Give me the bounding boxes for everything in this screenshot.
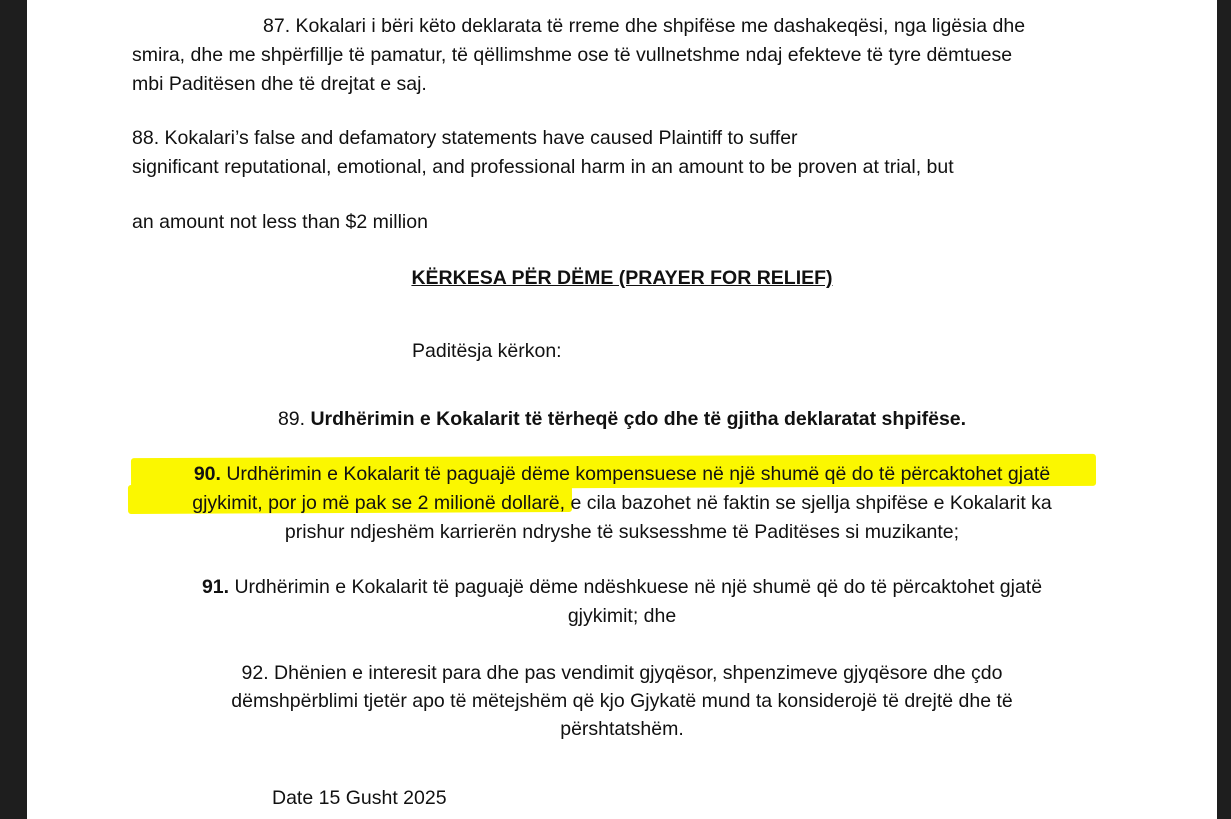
paragraph-91-line-1-text: Urdhërimin e Kokalarit të paguajë dëme ndëshkuese në një shumë që do të përcaktohet gjatë: [234, 576, 1043, 598]
paragraph-90-line-1: [27, 460, 1217, 488]
paragraph-91-line-2: gjykimit; dhe: [567, 605, 677, 627]
paragraph-88-line-1: 88. Kokalari’s false and defamatory statements have caused Plaintiff to suffer: [132, 127, 798, 149]
section-heading: KËRKESA PËR DËME (PRAYER FOR RELIEF): [411, 267, 833, 289]
paragraph-91-line-1: [27, 573, 1217, 601]
paragraph-87-line-3: mbi Paditësen dhe të drejtat e saj.: [132, 73, 427, 95]
paragraph-91-number: 91.: [201, 576, 230, 598]
paragraph-89-number: 89.: [277, 408, 306, 430]
document-date: Date 15 Gusht 2025: [272, 787, 447, 809]
paragraph-92-line-1: 92. Dhënien e interesit para dhe pas vendimit gjyqësor, shpenzimeve gjyqësore dhe çdo: [241, 662, 1003, 684]
paragraph-89: [27, 405, 1217, 433]
paragraph-92-line-2: dëmshpërblimi tjetër apo të mëtejshëm që kjo Gjykatë mund ta konsiderojë të drejtë dhe të: [231, 690, 1013, 712]
paragraph-87-line-2: smira, dhe me shpërfillje të pamatur, të qëllimshme ose të vullnetshme ndaj efekteve të tyre dëmtuese: [132, 44, 1013, 66]
prayer-intro: Paditësja kërkon:: [412, 340, 562, 362]
paragraph-90-line-2: [27, 489, 1217, 517]
paragraph-90-highlighted-text: gjykimit, por jo më pak se 2 milionë dollarë,: [192, 492, 566, 514]
paragraph-92-line-3: përshtatshëm.: [560, 718, 684, 740]
paragraph-90-number: 90.: [193, 463, 221, 485]
paragraph-87-line-1: 87. Kokalari i bëri këto deklarata të rreme dhe shpifëse me dashakeqësi, nga ligësia dhe: [263, 15, 1026, 37]
document-page: [27, 0, 1217, 819]
paragraph-88-line-2: significant reputational, emotional, and professional harm in an amount to be proven at trial, but: [132, 156, 954, 178]
paragraph-89-text: Urdhërimin e Kokalarit të tërheqë çdo dhe të gjitha deklaratat shpifëse.: [310, 408, 967, 430]
paragraph-90-line-2-rest: e cila bazohet në faktin se sjellja shpifëse e Kokalarit ka: [570, 492, 1052, 514]
paragraph-90-line-3: prishur ndjeshëm karrierën ndryshe të suksesshme të Paditëses si muzikante;: [284, 521, 960, 543]
paragraph-90-line-1-text: Urdhërimin e Kokalarit të paguajë dëme kompensuese në një shumë që do të përcaktohet gjatë: [226, 463, 1051, 485]
paragraph-88-line-3: an amount not less than $2 million: [132, 211, 428, 233]
